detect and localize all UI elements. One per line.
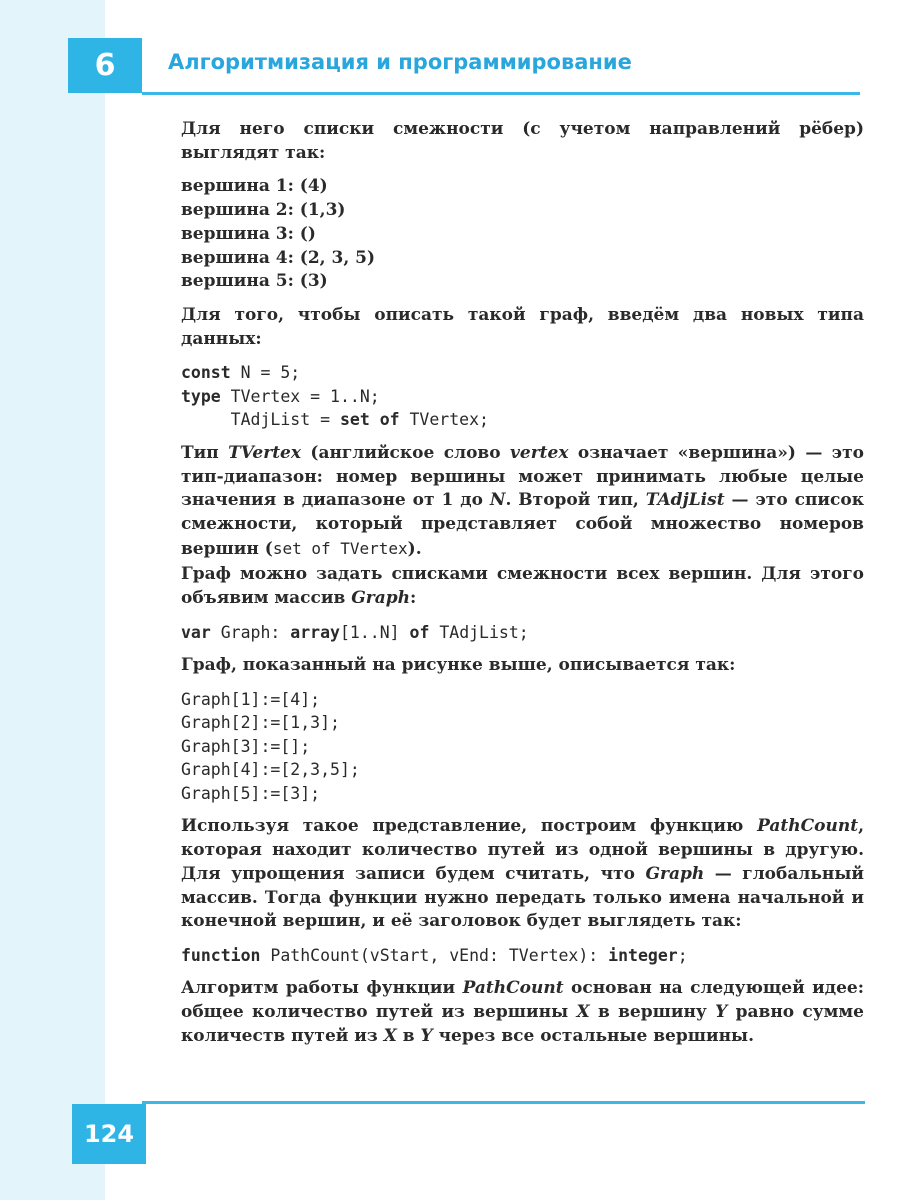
text: Тип [181, 442, 229, 463]
code-text: PathCount(vStart, vEnd: TVertex): [260, 945, 609, 965]
code-keyword: of [409, 622, 430, 642]
term: PathCount [462, 978, 564, 999]
term: Y [715, 1002, 728, 1023]
code-line [181, 385, 864, 409]
paragraph-adjacency-intro: Для него списки смежности (с учетом направлений рёбер) выглядят так: [181, 119, 864, 163]
code-line: Graph[4]:=[2,3,5]; [181, 760, 360, 780]
text: в вершину [589, 1002, 716, 1023]
code-keyword: var [181, 622, 211, 642]
code-text: [1..N] [339, 622, 410, 642]
paragraph-tvertex [181, 442, 864, 562]
inline-code-keyword: set of [272, 538, 331, 558]
adjacency-item: вершина 3: () [181, 223, 316, 244]
paragraph-types-intro: Для того, чтобы описать такой граф, введём два новых типа данных: [181, 304, 864, 349]
term: X [576, 1002, 590, 1023]
chapter-number-badge [68, 38, 142, 93]
footer-divider [142, 1101, 865, 1104]
text: — это список смежности, который представляет собой множество номеров вершин ( [181, 490, 864, 559]
code-line [181, 621, 864, 645]
text: . Второй тип, [505, 490, 646, 511]
text: через все остальные вершины. [432, 1025, 754, 1046]
code-keyword: type [181, 386, 221, 406]
code-keyword: set of [339, 410, 400, 430]
header-divider [142, 92, 860, 95]
code-text: TAdjList = [181, 410, 340, 430]
chapter-title: Алгоритмизация и программирование [168, 50, 632, 74]
term: PathCount [757, 816, 859, 837]
code-line: Graph[3]:=[]; [181, 736, 311, 756]
code-line [181, 944, 864, 968]
adjacency-item: вершина 2: (1,3) [181, 200, 346, 221]
page-margin-band [0, 0, 105, 1200]
code-text: TVertex = 1..N; [220, 386, 380, 406]
code-text: TAdjList; [429, 622, 529, 642]
chapter-number: 6 [94, 48, 116, 83]
code-text: ; [677, 945, 688, 965]
term: N [489, 490, 506, 511]
adjacency-item: вершина 5: (3) [181, 271, 328, 292]
code-graph-declaration [181, 621, 864, 645]
code-function-header [181, 944, 864, 968]
text: равно сумме количеств путей из [181, 1002, 865, 1046]
code-type-declarations [181, 361, 864, 432]
paragraph-algorithm [181, 977, 864, 1048]
paragraph-pathcount [181, 815, 864, 934]
code-keyword: integer [608, 945, 678, 965]
code-keyword: function [181, 945, 261, 965]
adjacency-item: вершина 4: (2, 3, 5) [181, 247, 376, 268]
page-number-badge [72, 1104, 146, 1164]
text: в [396, 1025, 421, 1046]
term: Graph [645, 863, 705, 884]
page-content [181, 118, 864, 1049]
code-text: Graph: [210, 622, 291, 642]
code-line: Graph[5]:=[3]; [181, 783, 321, 803]
text: Алгоритм работы функции [181, 978, 463, 999]
inline-code: TVertex [330, 538, 408, 558]
text: Используя такое представление, построим функцию [181, 816, 758, 837]
text: , которая находит количество путей из одной вершины в другую. Для упрощения записи будем считать, что [181, 816, 864, 884]
code-keyword: array [290, 622, 340, 642]
code-line [181, 361, 864, 385]
text: (английское слово [301, 442, 511, 463]
adjacency-list [181, 175, 864, 294]
paragraph-graph-description: Граф, показанный на рисунке выше, описывается так: [181, 655, 736, 676]
text: Граф можно задать списками смежности всех вершин. Для этого объявим массив [181, 564, 864, 609]
page-number: 124 [83, 1120, 135, 1148]
term: vertex [510, 442, 569, 463]
code-line: Graph[2]:=[1,3]; [181, 713, 340, 733]
term: Y [420, 1025, 433, 1046]
text: — глобальный массив. Тогда функции нужно передать только имена начальной и конечной вершин, и её заголовок будет выглядеть так: [181, 863, 864, 932]
code-line [181, 408, 864, 432]
code-keyword: const [181, 363, 231, 383]
adjacency-item: вершина 1: (4) [181, 176, 328, 197]
text: : [409, 588, 417, 609]
paragraph-graph-array [181, 563, 864, 610]
text: ). [407, 538, 422, 559]
code-line: Graph[1]:=[4]; [181, 689, 321, 709]
term: X [383, 1025, 397, 1046]
text: означает «вершина») — это тип-диапазон: номер вершины может принимать любые целые значения в диапазоне от 1 до [181, 442, 865, 511]
text: основан на следующей идее: общее количество путей из вершины [181, 978, 864, 1023]
term: TVertex [228, 442, 301, 463]
code-graph-assignments [181, 688, 864, 806]
code-text: TVertex; [399, 410, 489, 430]
code-text: N = 5; [230, 363, 301, 383]
term: Graph [351, 588, 410, 609]
term: TAdjList [645, 490, 725, 511]
